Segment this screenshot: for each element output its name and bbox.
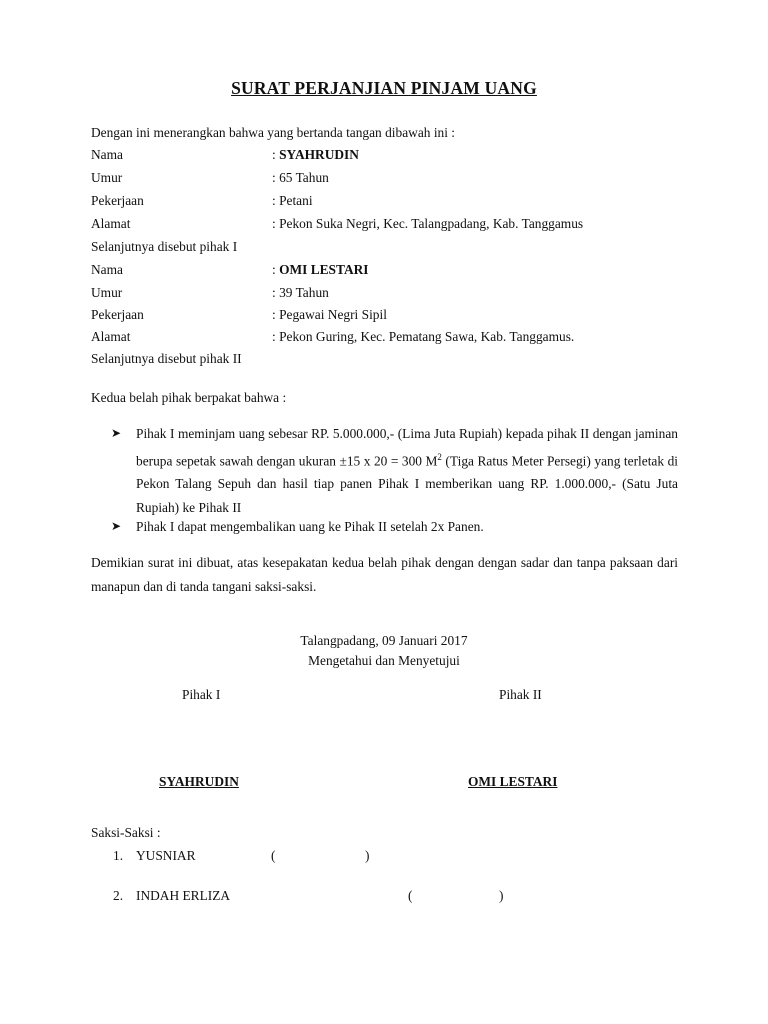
party2-name: OMI LESTARI xyxy=(279,262,369,277)
arrowhead-bullet-icon: ➤ xyxy=(111,426,122,440)
colon: : xyxy=(272,147,280,162)
party2-signature-name: OMI LESTARI xyxy=(468,774,558,789)
intro-text: Dengan ini menerangkan bahwa yang bertanda tangan dibawah ini : xyxy=(91,125,456,140)
closing-paragraph: Demikian surat ini dibuat, atas kesepakatan kedua belah pihak dengan dengan sadar dan tanpa paksaan dari manapun dan di tanda tangani saksi-saksi. xyxy=(91,555,678,594)
arrowhead-bullet-icon: ➤ xyxy=(111,519,122,533)
term-1-text-b: (Tiga Ratus Meter Persegi) yang terletak di Pekon Talang Sepuh dan hasil tiap panen Pihak I memberikan uang RP. 1.000.000,- (Satu Juta Rupiah) ke Pihak II xyxy=(136,452,678,515)
witness-1-open-paren: ( xyxy=(271,848,276,863)
party2-name-value xyxy=(272,262,369,278)
party2-name-label: Nama xyxy=(91,262,123,277)
witnesses-heading: Saksi-Saksi : xyxy=(91,825,161,840)
party2-designation: Selanjutnya disebut pihak II xyxy=(91,351,242,366)
party1-designation: Selanjutnya disebut pihak I xyxy=(91,239,238,254)
witness-2-number: 2. xyxy=(113,888,124,903)
document-title: SURAT PERJANJIAN PINJAM UANG xyxy=(231,78,537,98)
party1-age-label: Umur xyxy=(91,170,123,185)
party1-address-value: : Pekon Suka Negri, Kec. Talangpadang, Kab. Tanggamus xyxy=(272,216,584,231)
term-1-superscript: 2 xyxy=(437,451,442,462)
colon: : xyxy=(272,262,280,277)
party2-address-label: Alamat xyxy=(91,329,131,344)
acknowledgement: Mengetahui dan Menyetujui xyxy=(308,653,460,668)
term-1-text-a: Pihak I meminjam uang sebesar RP. 5.000.000,- (Lima Juta Rupiah) kepada pihak II dengan jaminan berupa sepetak sawah dengan ukuran ±15 x 20 = 300 M xyxy=(136,426,678,468)
party1-name-value xyxy=(272,147,359,163)
party1-address-label: Alamat xyxy=(91,216,131,231)
party1-signature-name: SYAHRUDIN xyxy=(159,774,239,789)
agreement-intro: Kedua belah pihak berpakat bahwa : xyxy=(91,390,287,405)
party2-age-value: : 39 Tahun xyxy=(272,285,329,300)
witness-2-open-paren: ( xyxy=(408,888,413,903)
party1-age-value: : 65 Tahun xyxy=(272,170,329,185)
party1-signature-label: Pihak I xyxy=(182,687,221,702)
witness-2-name: INDAH ERLIZA xyxy=(136,888,231,903)
party2-address-value: : Pekon Guring, Kec. Pematang Sawa, Kab. Tanggamus. xyxy=(272,329,575,344)
witness-1-close-paren: ) xyxy=(365,848,370,863)
witness-1-number: 1. xyxy=(113,848,124,863)
party1-name: SYAHRUDIN xyxy=(279,147,359,162)
place-date: Talangpadang, 09 Januari 2017 xyxy=(300,633,468,648)
party1-job-value: : Petani xyxy=(272,193,313,208)
witness-2-close-paren: ) xyxy=(499,888,504,903)
witness-1-name: YUSNIAR xyxy=(136,848,196,863)
party2-signature-label: Pihak II xyxy=(499,687,542,702)
party1-job-label: Pekerjaan xyxy=(91,193,144,208)
party2-job-value: : Pegawai Negri Sipil xyxy=(272,307,387,322)
party2-age-label: Umur xyxy=(91,285,123,300)
party2-job-label: Pekerjaan xyxy=(91,307,144,322)
term-2: Pihak I dapat mengembalikan uang ke Pihak II setelah 2x Panen. xyxy=(136,519,484,534)
party1-name-label: Nama xyxy=(91,147,123,162)
term-1 xyxy=(136,422,678,519)
